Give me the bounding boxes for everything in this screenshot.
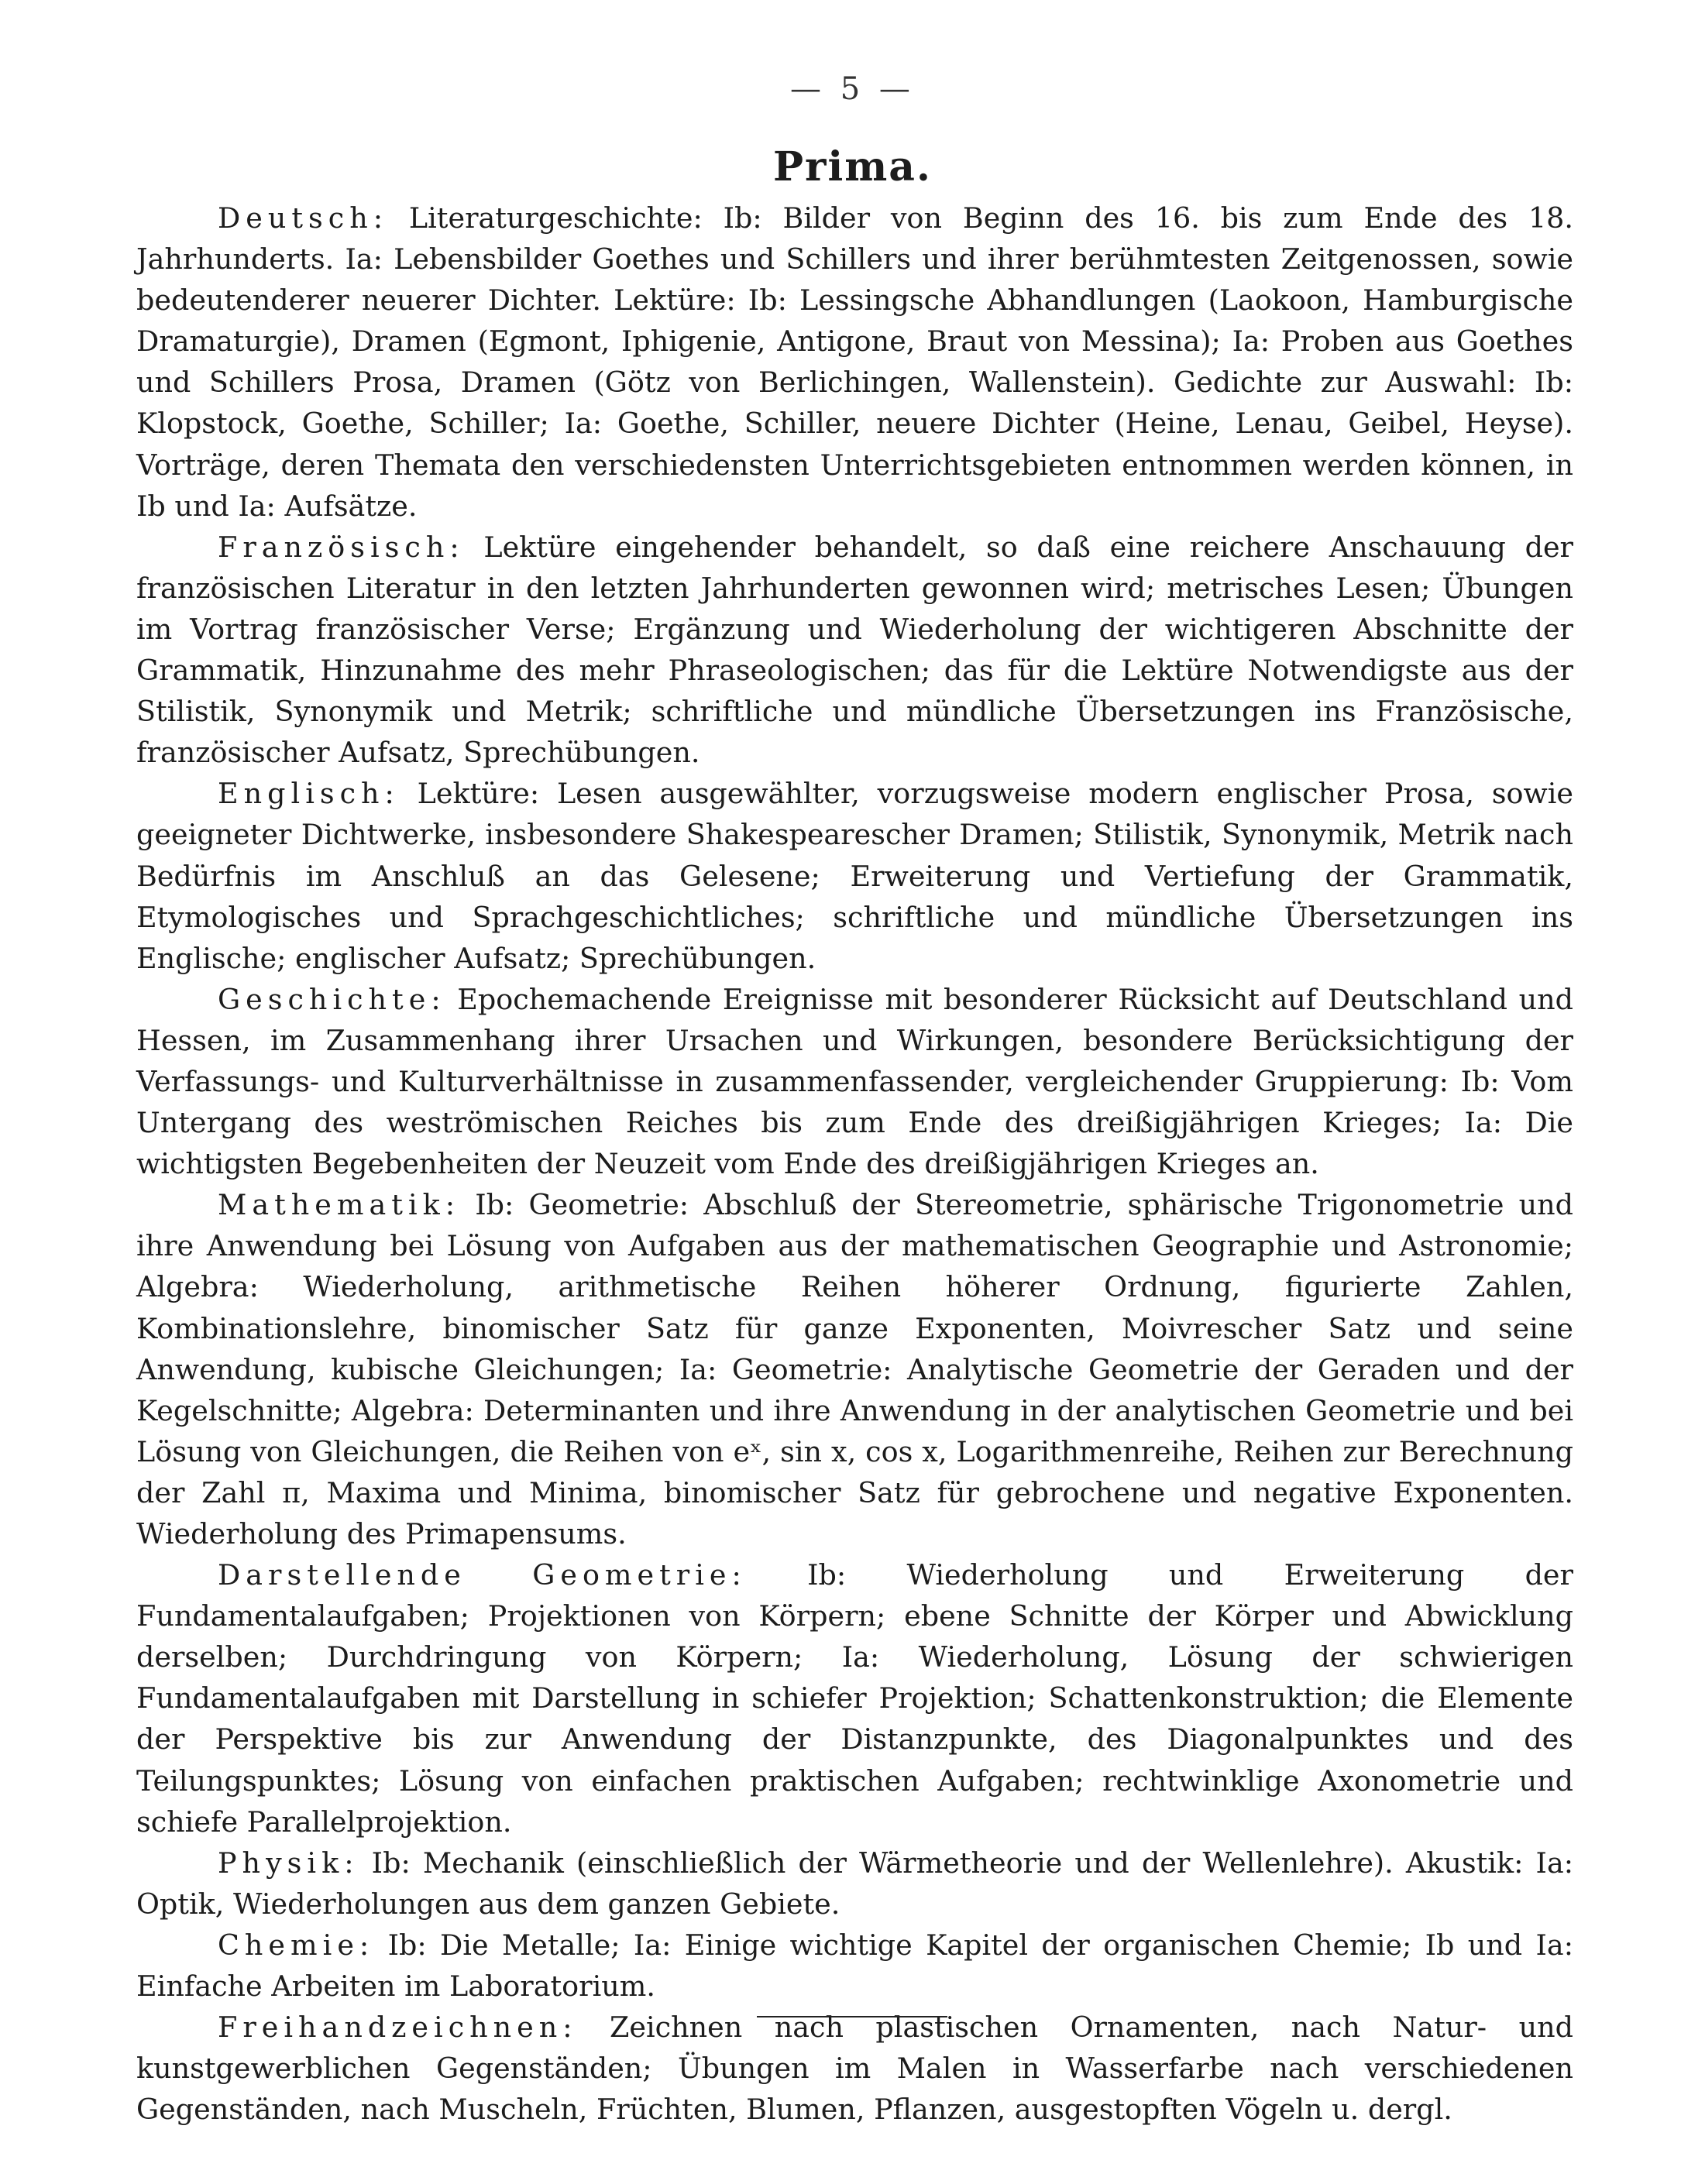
section-text: Ib: Geometrie: Abschluß der Stereometrie, sphärische Trigonometrie und ihre Anwendung bei Lösung von Aufgaben aus der mathematischen Geographie und Astronomie; Algebra: Wiederholung, arithmetische Reihen höherer Ordnung, figurierte Zahlen, Kombinationslehre, binomischer Satz für ganze Exponenten, Moivrescher Satz und seine Anwendung, kubische Gleichungen; Ia: Geometrie: Analytische Geometrie der Geraden und der Kegelschnitte; Algebra: Determinanten und ihre Anwendung in der analytischen Geometrie und bei Lösung von Gleichungen, die Reihen von eˣ, sin x, cos x, Logarithmenreihe, Reihen zur Berechnung der Zahl π, Maxima und Minima, binomischer Satz für gebrochene und negative Exponenten. Wiederholung des Primapensums. [136, 1188, 1573, 1550]
body-text [136, 197, 1573, 2130]
closing-divider [757, 2016, 947, 2017]
page-title: Prima. [772, 143, 933, 191]
section-geschichte [136, 979, 1573, 1184]
section-darstellende-geometrie [136, 1554, 1573, 1842]
section-freihandzeichnen [136, 2007, 1573, 2130]
subject-label: Mathematik: [218, 1188, 461, 1222]
section-text: Ib: Wiederholung und Erweiterung der Fundamentalaufgaben; Projektionen von Körpern; ebene Schnitte der Körper und Abwicklung derselben; Durchdringung von Körpern; Ia: Wiederholung, Lösung der schwierigen Fundamentalaufgaben mit Darstellung in schiefer Projektion; Schattenkonstruktion; die Elemente der Perspektive bis zur Anwendung der Distanzpunkte, des Diagonalpunktes und des Teilungspunktes; Lösung von einfachen praktischen Aufgaben; rechtwinklige Axonometrie und schiefe Parallelprojektion. [136, 1558, 1573, 1839]
section-englisch [136, 773, 1573, 978]
section-text: Literaturgeschichte: Ib: Bilder von Beginn des 16. bis zum Ende des 18. Jahrhunderts. Ia: Lebensbilder Goethes und Schillers und ihrer berühmtesten Zeitgenossen, sowie bedeutenderer neuerer Dichter. Lektüre: Ib: Lessingsche Abhandlungen (Laokoon, Hamburgische Dramaturgie), Dramen (Egmont, Iphigenie, Antigone, Braut von Messina); Ia: Proben aus Goethes und Schillers Prosa, Dramen (Götz von Berlichingen, Wallenstein). Gedichte zur Auswahl: Ib: Klopstock, Goethe, Schiller; Ia: Goethe, Schiller, neuere Dichter (Heine, Lenau, Geibel, Heyse). Vorträge, deren Themata den verschiedensten Unterrichtsgebieten entnommen werden können, in Ib und Ia: Aufsätze. [136, 201, 1573, 523]
subject-label: Deutsch: [218, 201, 389, 235]
section-mathematik [136, 1184, 1573, 1554]
subject-label: Geschichte: [218, 982, 446, 1016]
section-franzoesisch [136, 527, 1573, 774]
section-physik [136, 1842, 1573, 1925]
section-text: Ib: Die Metalle; Ia: Einige wichtige Kapitel der organischen Chemie; Ib und Ia: Einfache Arbeiten im Laboratorium. [136, 1928, 1573, 2004]
subject-label: Physik: [218, 1846, 359, 1880]
section-chemie [136, 1925, 1573, 2007]
section-text: Epochemachende Ereignisse mit besonderer Rücksicht auf Deutschland und Hessen, im Zusammenhang ihrer Ursachen und Wirkungen, besondere Berücksichtigung der Verfassungs- und Kulturverhältnisse in zusammenfassender, vergleichender Gruppierung: Ib: Vom Untergang des weströmischen Reiches bis zum Ende des dreißigjährigen Krieges; Ia: Die wichtigsten Begebenheiten der Neuzeit vom Ende des dreißigjährigen Krieges an. [136, 982, 1573, 1181]
subject-label: Darstellende Geometrie: [218, 1558, 747, 1592]
section-deutsch [136, 197, 1573, 527]
subject-label: Englisch: [218, 777, 400, 811]
subject-label: Chemie: [218, 1928, 375, 1962]
section-text: Lektüre eingehender behandelt, so daß eine reichere Anschauung der französischen Literatur in den letzten Jahrhunderten gewonnen wird; metrisches Lesen; Übungen im Vortrag französischer Verse; Ergänzung und Wiederholung der wichtigeren Abschnitte der Grammatik, Hinzunahme des mehr Phraseologischen; das für die Lektüre Notwendigste aus der Stilistik, Synonymik und Metrik; schriftliche und mündliche Übersetzungen ins Französische, französischer Aufsatz, Sprechübungen. [136, 530, 1574, 770]
subject-label: Freihandzeichnen: [218, 2011, 578, 2045]
section-text: Lektüre: Lesen ausgewählter, vorzugsweise modern englischer Prosa, sowie geeigneter Dichtwerke, insbesondere Shakespearescher Dramen; Stilistik, Synonymik, Metrik nach Bedürfnis im Anschluß an das Gelesene; Erweiterung und Vertiefung der Grammatik, Etymologisches und Sprachgeschichtliches; schriftliche und mündliche Übersetzungen ins Englische; englischer Aufsatz; Sprechübungen. [136, 777, 1573, 975]
page-number: — 5 — [790, 71, 915, 107]
section-text: Zeichnen nach plastischen Ornamenten, nach Natur- und kunstgewerblichen Gegenständen; Übungen im Malen in Wasserfarbe nach verschiedenen Gegenständen, nach Muscheln, Früchten, Blumen, Pflanzen, ausgestopften Vögeln u. dergl. [136, 2011, 1573, 2127]
section-text: Ib: Mechanik (einschließlich der Wärmetheorie und der Wellenlehre). Akustik: Ia: Optik, Wiederholungen aus dem ganzen Gebiete. [136, 1846, 1573, 1921]
subject-label: Französisch: [218, 530, 465, 564]
